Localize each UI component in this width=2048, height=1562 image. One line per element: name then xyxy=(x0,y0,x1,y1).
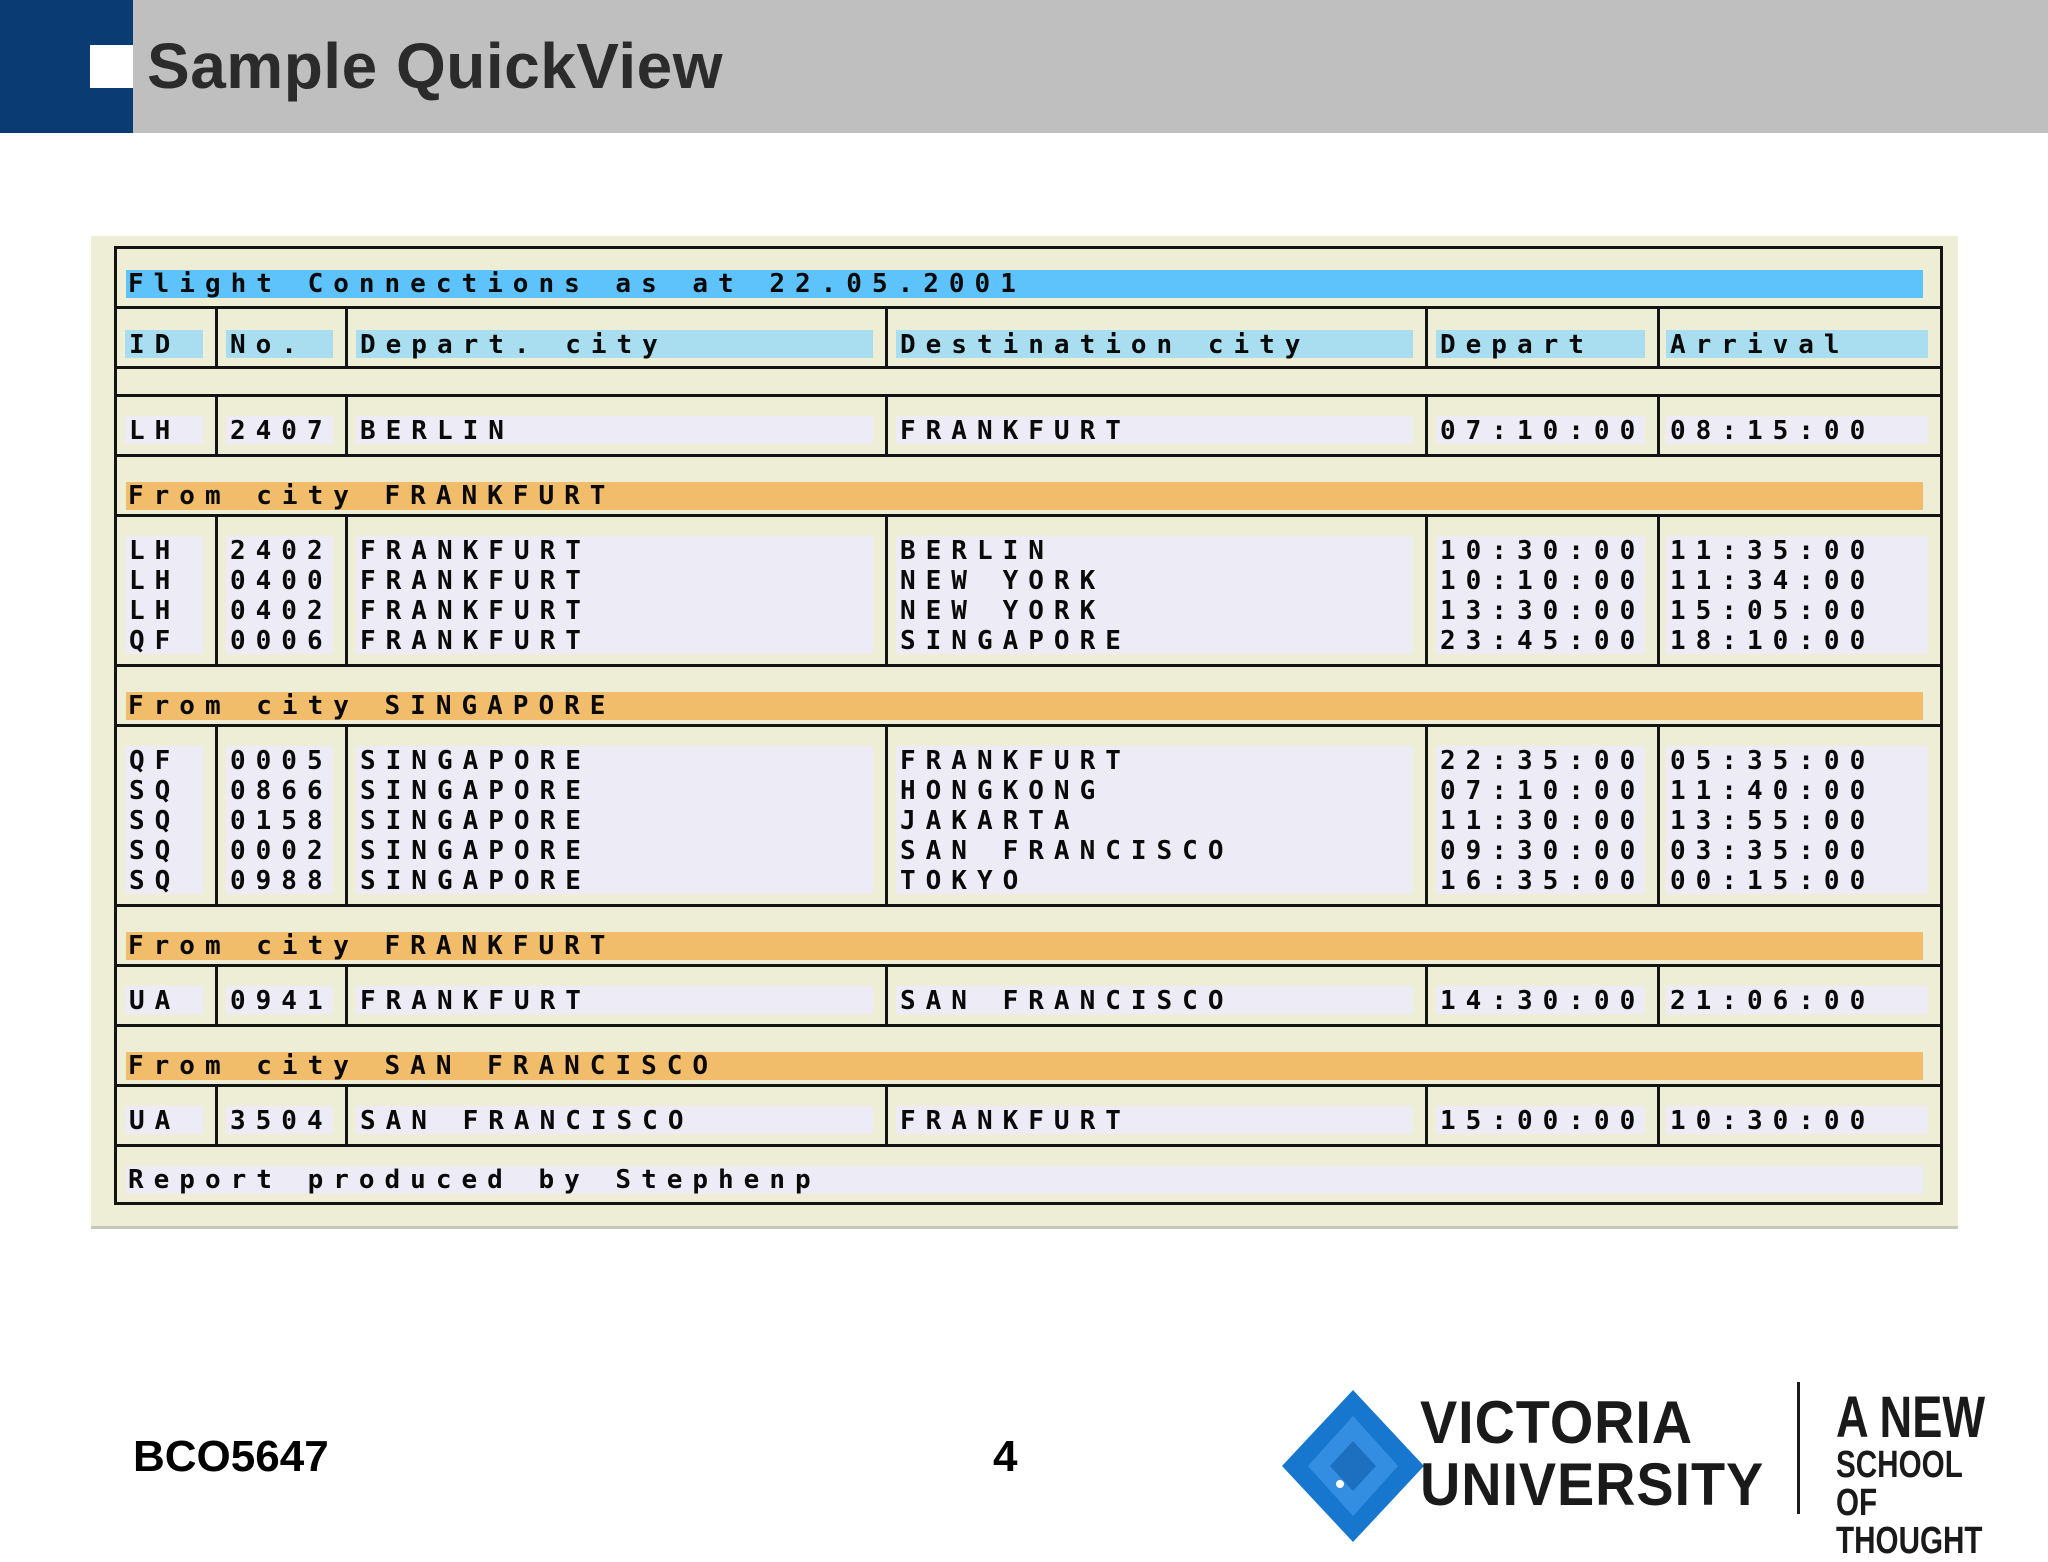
table-row: 0005 xyxy=(230,746,333,776)
table-row: FRANKFURT xyxy=(900,1106,1131,1136)
grid-line-vertical xyxy=(1657,1084,1660,1144)
table-row: FRANKFURT xyxy=(360,566,591,596)
slogan xyxy=(1836,1385,2001,1562)
logo-divider xyxy=(1797,1382,1800,1514)
table-row: SQ xyxy=(129,836,181,866)
table-row: 0158 xyxy=(230,806,333,836)
table-row: 13:55:00 xyxy=(1670,806,1876,836)
table-row: SINGAPORE xyxy=(360,776,591,806)
grid-line-horizontal xyxy=(114,964,1941,967)
grid-border-left xyxy=(114,246,117,1205)
table-row: SINGAPORE xyxy=(900,626,1131,656)
grid-line-vertical xyxy=(1425,514,1428,664)
table-row: 11:30:00 xyxy=(1440,806,1646,836)
grid-line-vertical xyxy=(885,964,888,1024)
table-row: SQ xyxy=(129,866,181,896)
table-row: 23:45:00 xyxy=(1440,626,1646,656)
table-row: 10:10:00 xyxy=(1440,566,1646,596)
grid-line-vertical xyxy=(885,1084,888,1144)
slogan-line2: SCHOOL OF xyxy=(1836,1444,1963,1524)
table-row: NEW YORK xyxy=(900,596,1106,626)
table-row: BERLIN xyxy=(360,416,514,446)
grid-line-vertical xyxy=(345,394,348,454)
grid-line-vertical xyxy=(215,514,218,664)
table-row: 11:40:00 xyxy=(1670,776,1876,806)
table-row: 2402 xyxy=(230,536,333,566)
table-row: 07:10:00 xyxy=(1440,416,1646,446)
grid-line-vertical xyxy=(885,394,888,454)
grid-line-horizontal xyxy=(114,904,1941,907)
university-name xyxy=(1420,1389,1765,1518)
table-row: 10:30:00 xyxy=(1440,536,1646,566)
grid-line-horizontal xyxy=(114,664,1941,667)
table-row: 3504 xyxy=(230,1106,333,1136)
grid-line-horizontal xyxy=(114,366,1941,369)
column-header: ID xyxy=(129,330,181,360)
group-header: From city SAN FRANCISCO xyxy=(128,1051,719,1081)
table-row: 05:35:00 xyxy=(1670,746,1876,776)
table-row: SQ xyxy=(129,776,181,806)
table-row: FRANKFURT xyxy=(900,416,1131,446)
grid-line-vertical xyxy=(1425,724,1428,904)
table-row: 0400 xyxy=(230,566,333,596)
table-row: 18:10:00 xyxy=(1670,626,1876,656)
grid-line-vertical xyxy=(885,724,888,904)
table-row: SAN FRANCISCO xyxy=(360,1106,694,1136)
table-row: 16:35:00 xyxy=(1440,866,1646,896)
grid-line-vertical xyxy=(1657,514,1660,664)
grid-line-horizontal xyxy=(114,724,1941,727)
table-row: TOKYO xyxy=(900,866,1029,896)
grid-line-vertical xyxy=(1425,306,1428,366)
table-row: 0988 xyxy=(230,866,333,896)
grid-line-vertical xyxy=(215,1084,218,1144)
grid-line-vertical xyxy=(1425,1084,1428,1144)
slide-header-square-icon xyxy=(90,45,133,88)
grid-line-vertical xyxy=(345,964,348,1024)
university-name-line1: VICTORIA xyxy=(1420,1389,1694,1456)
page-number: 4 xyxy=(993,1432,1018,1481)
grid-line-vertical xyxy=(345,724,348,904)
report-footer: Report produced by Stephenp xyxy=(128,1165,821,1195)
slogan-line3: THOUGHT xyxy=(1836,1520,1983,1562)
grid-line-horizontal xyxy=(114,514,1941,517)
grid-line-vertical xyxy=(345,1084,348,1144)
table-row: 21:06:00 xyxy=(1670,986,1876,1016)
slogan-line1: A NEW xyxy=(1836,1385,1986,1450)
table-row: LH xyxy=(129,566,181,596)
table-row: 0866 xyxy=(230,776,333,806)
group-header: From city FRANKFURT xyxy=(128,931,616,961)
grid-line-horizontal xyxy=(114,394,1941,397)
table-row: FRANKFURT xyxy=(900,746,1131,776)
table-row: QF xyxy=(129,746,181,776)
column-header: No. xyxy=(230,330,307,360)
table-row: SAN FRANCISCO xyxy=(900,986,1234,1016)
table-row: SINGAPORE xyxy=(360,866,591,896)
table-row: SAN FRANCISCO xyxy=(900,836,1234,866)
grid-line-vertical xyxy=(1657,964,1660,1024)
table-row: LH xyxy=(129,536,181,566)
table-row: 11:35:00 xyxy=(1670,536,1876,566)
column-header: Depart xyxy=(1440,330,1594,360)
table-row: LH xyxy=(129,416,181,446)
table-row: FRANKFURT xyxy=(360,626,591,656)
table-row: SINGAPORE xyxy=(360,836,591,866)
table-row: FRANKFURT xyxy=(360,596,591,626)
grid-line-vertical xyxy=(1425,394,1428,454)
table-row: UA xyxy=(129,986,181,1016)
table-row: 15:00:00 xyxy=(1440,1106,1646,1136)
grid-line-horizontal xyxy=(114,454,1941,457)
column-header: Depart. city xyxy=(360,330,668,360)
grid-line-vertical xyxy=(345,514,348,664)
column-header: Arrival xyxy=(1670,330,1850,360)
report-screenshot-bottom-edge xyxy=(91,1226,1958,1229)
table-row: 00:15:00 xyxy=(1670,866,1876,896)
flight-connections-report xyxy=(114,246,1941,1202)
table-row: SQ xyxy=(129,806,181,836)
table-row: JAKARTA xyxy=(900,806,1080,836)
table-row: QF xyxy=(129,626,181,656)
table-row: NEW YORK xyxy=(900,566,1106,596)
column-header: Destination city xyxy=(900,330,1311,360)
table-row: SINGAPORE xyxy=(360,806,591,836)
table-row: 08:15:00 xyxy=(1670,416,1876,446)
grid-line-vertical xyxy=(215,724,218,904)
table-row: FRANKFURT xyxy=(360,536,591,566)
course-code: BCO5647 xyxy=(133,1432,329,1481)
grid-line-vertical xyxy=(885,306,888,366)
university-name-line2: UNIVERSITY xyxy=(1420,1451,1765,1518)
table-row: 15:05:00 xyxy=(1670,596,1876,626)
table-row: 03:35:00 xyxy=(1670,836,1876,866)
table-row: 22:35:00 xyxy=(1440,746,1646,776)
grid-line-horizontal xyxy=(114,1024,1941,1027)
grid-line-horizontal xyxy=(114,1144,1941,1147)
grid-line-horizontal xyxy=(114,1084,1941,1087)
grid-border-right xyxy=(1940,246,1943,1205)
table-row: UA xyxy=(129,1106,181,1136)
grid-line-vertical xyxy=(1657,306,1660,366)
table-row: 11:34:00 xyxy=(1670,566,1876,596)
blue-diamond-logo-icon xyxy=(1278,1386,1428,1546)
grid-line-vertical xyxy=(1657,724,1660,904)
table-row: 07:10:00 xyxy=(1440,776,1646,806)
table-row: 10:30:00 xyxy=(1670,1106,1876,1136)
slide-title: Sample QuickView xyxy=(147,30,723,102)
grid-line-horizontal xyxy=(114,1202,1941,1205)
table-row: BERLIN xyxy=(900,536,1054,566)
grid-border-top xyxy=(114,246,1941,249)
grid-line-vertical xyxy=(1425,964,1428,1024)
table-row: 0941 xyxy=(230,986,333,1016)
grid-line-vertical xyxy=(345,306,348,366)
grid-line-vertical xyxy=(215,964,218,1024)
grid-line-vertical xyxy=(885,514,888,664)
grid-line-horizontal xyxy=(114,306,1941,309)
table-row: LH xyxy=(129,596,181,626)
group-header: From city FRANKFURT xyxy=(128,481,616,511)
grid-line-vertical xyxy=(1657,394,1660,454)
table-row: 2407 xyxy=(230,416,333,446)
report-title: Flight Connections as at 22.05.2001 xyxy=(128,269,1026,299)
table-row: HONGKONG xyxy=(900,776,1106,806)
table-row: SINGAPORE xyxy=(360,746,591,776)
grid-line-vertical xyxy=(215,306,218,366)
table-row: 0006 xyxy=(230,626,333,656)
table-row: 0402 xyxy=(230,596,333,626)
table-row: 09:30:00 xyxy=(1440,836,1646,866)
table-row: 0002 xyxy=(230,836,333,866)
grid-line-vertical xyxy=(215,394,218,454)
group-header: From city SINGAPORE xyxy=(128,691,616,721)
table-row: 13:30:00 xyxy=(1440,596,1646,626)
table-row: FRANKFURT xyxy=(360,986,591,1016)
table-row: 14:30:00 xyxy=(1440,986,1646,1016)
